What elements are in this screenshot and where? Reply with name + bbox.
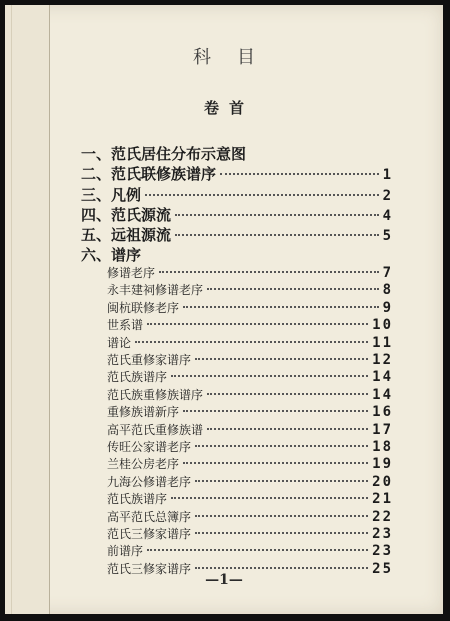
entry-label: 范氏族谱序 xyxy=(107,492,168,507)
toc-sub-entry xyxy=(107,490,393,506)
toc-sub-entry xyxy=(107,403,393,419)
dot-leader xyxy=(159,271,379,273)
entry-label: 传旺公家谱老序 xyxy=(107,440,192,454)
toc-main-entry xyxy=(81,184,393,204)
entry-label: 范氏三修家谱序 xyxy=(107,527,192,541)
toc-sub-entry xyxy=(107,264,393,280)
toc-main-entry xyxy=(81,244,393,264)
dot-leader xyxy=(175,234,379,236)
entry-label: 九海公修谱老序 xyxy=(107,474,192,489)
toc-sub-entry xyxy=(107,473,393,489)
entry-page-number: 23 xyxy=(372,543,393,560)
entry-page-number: 23 xyxy=(372,526,393,542)
entry-page-number: 10 xyxy=(372,317,393,334)
entry-label: 高平范氏重修族谱 xyxy=(107,422,204,437)
entry-page-number: 19 xyxy=(372,456,393,473)
entry-page-number: 25 xyxy=(372,560,393,577)
entry-label: 范氏重修家谱序 xyxy=(107,353,192,367)
toc-sub-entry xyxy=(107,334,393,350)
toc-sub-entry xyxy=(107,438,393,454)
dot-leader xyxy=(183,462,368,464)
entry-label: 范氏源流 xyxy=(111,206,172,224)
toc-sub-entry xyxy=(107,525,393,541)
dot-leader xyxy=(183,306,379,308)
entry-label: 范氏族重修族谱序 xyxy=(107,387,204,402)
dot-leader xyxy=(147,549,368,551)
entry-number: 四、 xyxy=(81,206,112,224)
document-page xyxy=(5,5,443,614)
toc-sub-entry xyxy=(107,299,393,315)
toc-main-entry xyxy=(81,204,393,224)
toc-main-entry xyxy=(81,224,393,244)
dot-leader xyxy=(220,173,379,175)
entry-page-number: 21 xyxy=(372,491,393,508)
entry-label: 闽杭联修老序 xyxy=(107,300,180,315)
dot-leader xyxy=(175,214,379,216)
entry-label: 远祖源流 xyxy=(111,226,172,244)
entry-label: 前谱序 xyxy=(107,544,144,559)
entry-label: 凡例 xyxy=(111,186,142,204)
entry-page-number: 20 xyxy=(372,473,393,490)
toc-main-entry xyxy=(81,143,393,163)
dot-leader xyxy=(147,323,368,325)
toc-sub-entry xyxy=(107,351,393,367)
page-number-footer: —1— xyxy=(205,572,243,588)
toc-sub-entry xyxy=(107,281,393,297)
entry-number: 六、 xyxy=(81,246,112,264)
entry-label: 范氏族谱序 xyxy=(107,370,168,385)
entry-number: 一、 xyxy=(81,145,112,163)
dot-leader xyxy=(195,445,368,447)
entry-label: 范氏联修族谱序 xyxy=(111,165,217,183)
entry-label: 高平范氏总簿序 xyxy=(107,509,192,524)
dot-leader xyxy=(195,532,368,534)
dot-leader xyxy=(195,567,368,569)
dot-leader xyxy=(171,375,368,377)
entry-label: 范氏居住分布示意图 xyxy=(111,145,247,163)
entry-page-number: 5 xyxy=(382,228,393,244)
entry-label: 永丰建祠修谱老序 xyxy=(107,283,204,298)
entry-label: 重修族谱新序 xyxy=(107,405,180,420)
dot-leader xyxy=(195,515,368,517)
dot-leader xyxy=(207,393,368,395)
dot-leader xyxy=(145,194,379,196)
entry-number: 二、 xyxy=(81,165,112,183)
volume-heading: 卷首 xyxy=(203,99,254,117)
toc-sub-entry xyxy=(107,421,393,437)
entry-page-number: 17 xyxy=(372,421,393,438)
page-title: 科目 xyxy=(193,47,281,68)
entry-page-number: 7 xyxy=(382,265,393,281)
entry-page-number: 18 xyxy=(372,439,393,455)
dot-leader xyxy=(183,410,368,412)
toc-sub-entry xyxy=(107,542,393,558)
entry-page-number: 9 xyxy=(382,299,393,316)
toc-sub-entry xyxy=(107,455,393,471)
entry-number: 三、 xyxy=(81,186,112,204)
entry-page-number: 2 xyxy=(382,188,393,204)
entry-page-number: 14 xyxy=(372,386,393,403)
dot-leader xyxy=(207,428,368,430)
toc-main-entry xyxy=(81,163,393,183)
entry-page-number: 8 xyxy=(382,282,393,299)
toc-sub-entry xyxy=(107,316,393,332)
entry-page-number: 22 xyxy=(372,508,393,525)
entry-label: 世系谱 xyxy=(107,318,144,333)
table-of-contents xyxy=(5,5,443,614)
entry-label: 谱序 xyxy=(111,246,142,264)
toc-sub-entry xyxy=(107,508,393,524)
dot-leader xyxy=(195,480,368,482)
entry-label: 修谱老序 xyxy=(107,266,156,280)
dot-leader xyxy=(195,358,368,360)
entry-page-number: 11 xyxy=(372,334,393,351)
entry-label: 谱论 xyxy=(107,335,132,350)
entry-page-number: 1 xyxy=(382,167,393,183)
entry-number: 五、 xyxy=(81,226,112,244)
toc-sub-entry xyxy=(107,368,393,384)
entry-label: 兰桂公房老序 xyxy=(107,457,180,472)
dot-leader xyxy=(135,341,368,343)
entry-page-number: 12 xyxy=(372,352,393,368)
entry-page-number: 4 xyxy=(382,208,393,224)
toc-sub-entry xyxy=(107,386,393,402)
entry-page-number: 16 xyxy=(372,404,393,421)
dot-leader xyxy=(171,497,368,499)
dot-leader xyxy=(207,288,379,290)
entry-page-number: 14 xyxy=(372,369,393,386)
entry-label: 范氏三修家谱序 xyxy=(107,561,192,576)
